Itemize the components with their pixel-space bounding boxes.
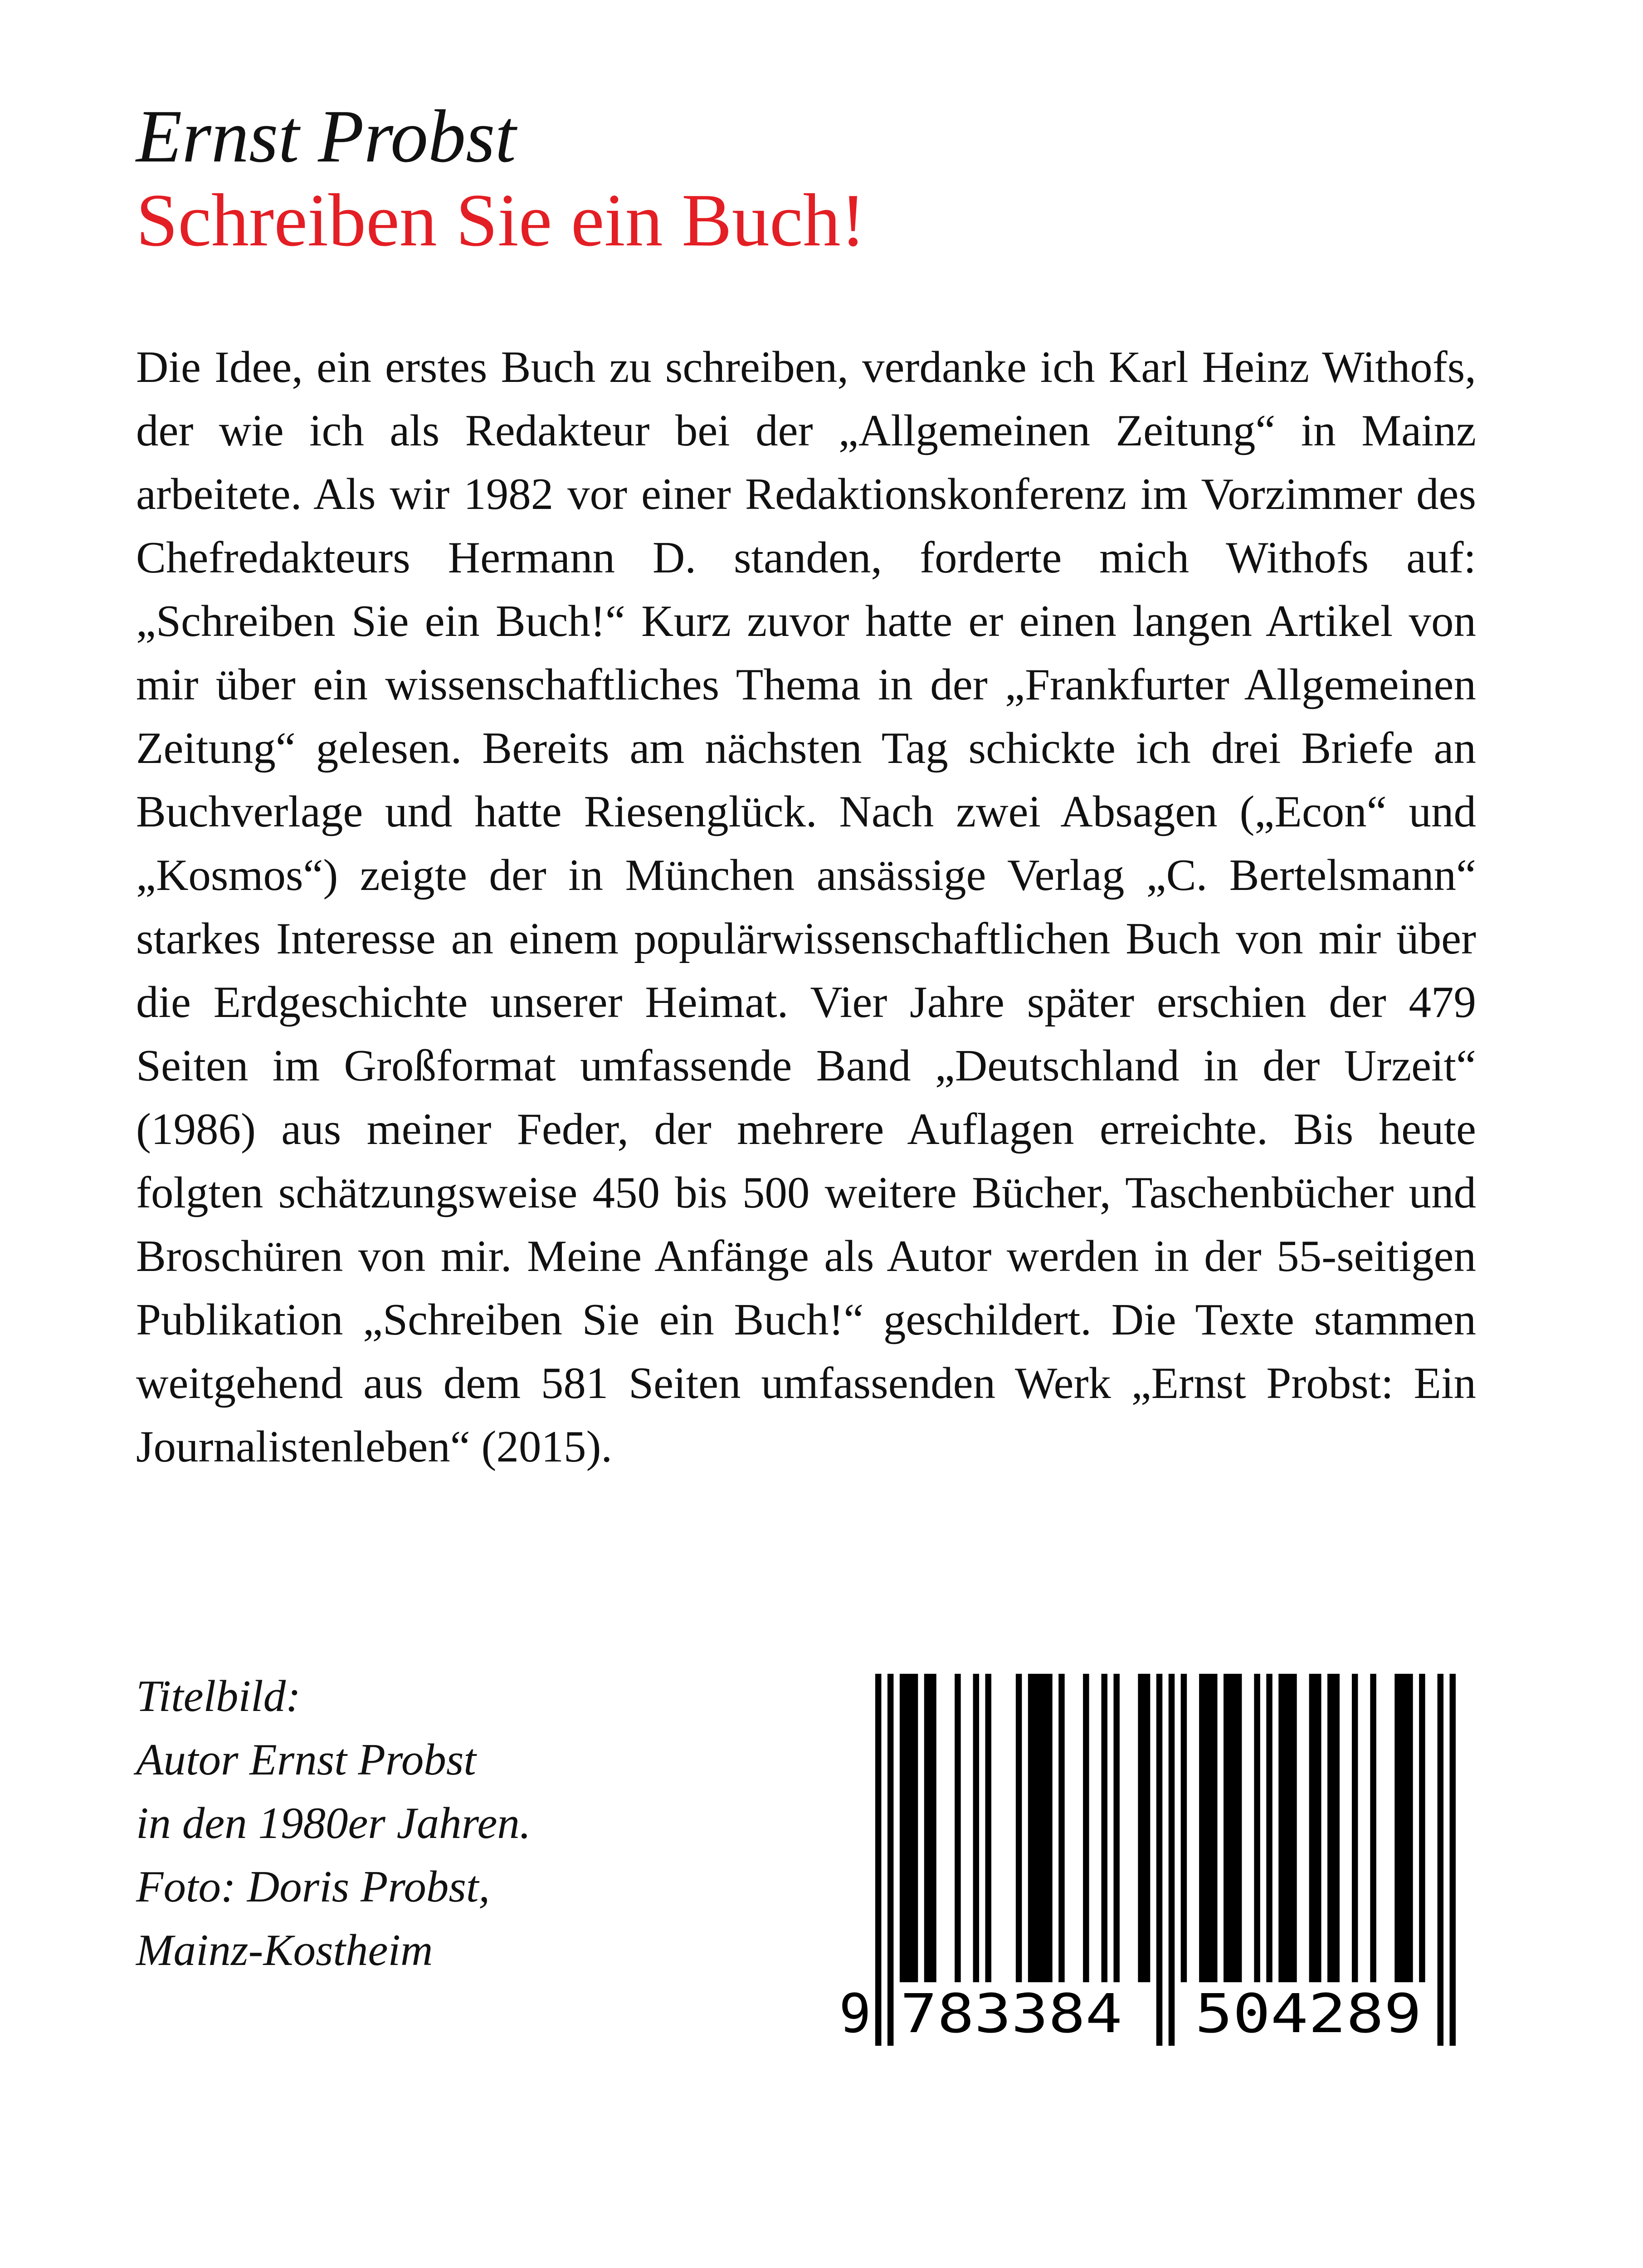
barcode-bar [973, 1674, 979, 1982]
barcode-bar [1181, 1674, 1187, 1982]
barcode-bar [1138, 1674, 1150, 1982]
barcode-bar [985, 1674, 991, 1982]
credit-line: Mainz-Kostheim [136, 1926, 433, 1975]
credit-line: Foto: Doris Probst, [136, 1862, 490, 1911]
barcode-guard-bar [1450, 1674, 1456, 2046]
barcode-bar [1419, 1674, 1425, 1982]
barcode-bar [1278, 1674, 1297, 1982]
barcode-bar [1327, 1674, 1340, 1982]
blurb-text: Die Idee, ein erstes Buch zu schreiben, verdanke ich Karl Heinz Withofs, der wie ich als Redakteur bei der „Allgemeinen Zeitung“ in Mainz arbeitete. Als wir 1982 vor einer Redaktionskonferenz im Vorzimmer des Chefredakteurs Hermann D. standen, forderte mich Withofs auf: „Schreiben Sie ein Buch!“ Kurz zuvor hatte er einen langen Artikel von mir über ein wissenschaftliches Thema in der „Frankfurter Allgemeinen Zeitung“ gelesen. Bereits am nächsten Tag schickte ich drei Briefe an Buchverlage und hatte Riesenglück. Nach zwei Absagen („Econ“ und „Kosmos“) zeigte der in München ansässige Verlag „C. Bertelsmann“ starkes Interesse an einem populärwissenschaftlichen Buch von mir über die Erdgeschichte unserer Heimat. Vier Jahre später erschien der 479 Seiten im Großformat umfassende Band „Deutschland in der Urzeit“ (1986) aus meiner Feder, der mehrere Auflagen erreichte. Bis heute folgten schätzungsweise 450 bis 500 weitere Bücher, Taschenbücher und Broschüren von mir. Meine Anfänge als Autor werden in der 55-seitigen Publikation „Schreiben Sie ein Buch!“ geschildert. Die Texte stammen weitgehend aus dem 581 Seiten umfassenden Werk „Ernst Probst: Ein Journalistenleben“ (2015). [136, 342, 1476, 1471]
barcode-guard-bar [875, 1674, 881, 2046]
barcode-bar [1058, 1674, 1064, 1982]
cover-photo-credits [136, 1665, 816, 1982]
barcode-bar [1083, 1674, 1089, 1982]
isbn-barcode [839, 1674, 1465, 2046]
barcode-bar [1016, 1674, 1022, 1982]
barcode-bar [1309, 1674, 1321, 1982]
credit-line: Autor Ernst Probst [136, 1735, 476, 1784]
credit-line: Titelbild: [136, 1672, 301, 1721]
barcode-bar [955, 1674, 960, 1982]
barcode-guard-bar [1156, 1674, 1162, 2046]
barcode-bar [1102, 1674, 1107, 1982]
barcode-bar [1394, 1674, 1413, 1982]
book-title: Schreiben Sie ein Buch! [136, 178, 866, 262]
barcode-bar [1113, 1674, 1119, 1982]
barcode-bar [1224, 1674, 1242, 1982]
barcode-first-digit: 9 [839, 1982, 872, 2045]
barcode-left-digits: 783384 [900, 1982, 1122, 2045]
barcode-bar [900, 1674, 918, 1982]
credit-line: in den 1980er Jahren. [136, 1799, 531, 1848]
barcode-guard-bar [1169, 1674, 1175, 2046]
barcode-bar [1266, 1674, 1272, 1982]
author-name: Ernst Probst [136, 94, 516, 178]
barcode-bar [1254, 1674, 1260, 1982]
barcode-guard-bar [887, 1674, 893, 2046]
barcode-bar [1199, 1674, 1217, 1982]
barcode-bar [924, 1674, 936, 1982]
barcode-bar [1352, 1674, 1358, 1982]
barcode-guard-bar [1438, 1674, 1443, 2046]
barcode-bar [1370, 1674, 1376, 1982]
barcode-right-digits: 504289 [1195, 1982, 1422, 2045]
barcode-bar [1028, 1674, 1053, 1982]
